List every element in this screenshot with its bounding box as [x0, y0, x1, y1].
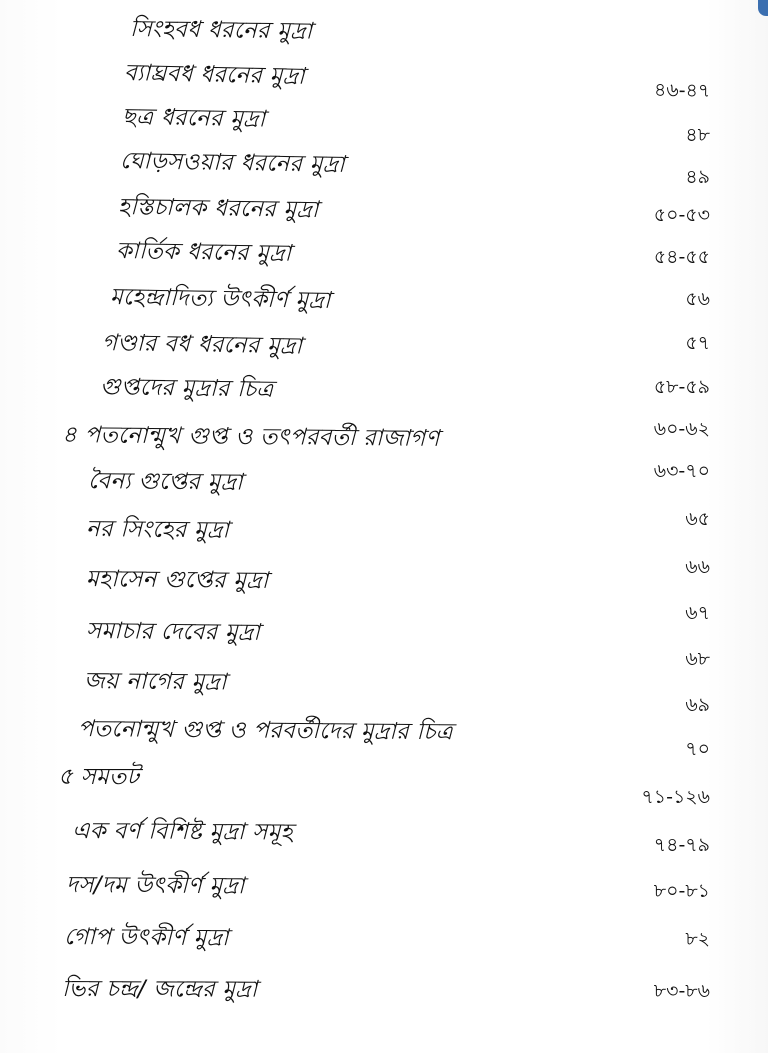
- toc-page-number: ৬৩-৭০: [653, 460, 710, 482]
- toc-page-number: ৫৮-৫৯: [653, 376, 710, 398]
- toc-page-number: ৫৬: [685, 288, 710, 310]
- toc-page-number: ৫০-৫৩: [653, 204, 710, 226]
- toc-entry-title: ঘোড়সওয়ার ধরনের মুদ্রা: [119, 148, 346, 178]
- toc-entry-title: ভির চন্দ্র/ জন্দ্রের মুদ্রা: [61, 976, 258, 1003]
- toc-entry-title: মহেন্দ্রাদিত্য উৎকীর্ণ মুদ্রা: [109, 284, 331, 314]
- page-edge-mark: [758, 0, 768, 16]
- toc-page-number: ৬৫: [685, 508, 710, 530]
- toc-section-heading: ৫ সমতট: [58, 764, 140, 790]
- toc-entry-title: গণ্ডার বধ ধরনের মুদ্রা: [101, 330, 303, 360]
- toc-entry-title: কার্তিক ধরনের মুদ্রা: [115, 238, 292, 267]
- toc-page-number: ৬৯: [685, 694, 710, 716]
- toc-page-number: ৮০-৮১: [653, 880, 710, 902]
- toc-page-number: ৮৩-৮৬: [653, 980, 710, 1002]
- toc-entry-title: বৈন্য গুপ্তের মুদ্রা: [87, 468, 243, 496]
- toc-page-number: ৭১-১২৬: [641, 786, 710, 808]
- toc-entry-title: নর সিংহের মুদ্রা: [85, 516, 230, 544]
- toc-page-number: ৪৬-৪৭: [653, 79, 711, 102]
- toc-page-number: ৬০-৬২: [653, 418, 710, 440]
- toc-page-number: ৬৭: [685, 602, 710, 624]
- toc-entry-title: পতনোন্মুখ গুপ্ত ও পরবর্তীদের মুদ্রার চিত্র: [77, 716, 453, 746]
- toc-page-number: ৫৭: [685, 332, 710, 354]
- toc-page-number: ৪৯: [685, 166, 710, 188]
- toc-entry-title: দস/দম উৎকীর্ণ মুদ্রা: [65, 872, 245, 900]
- toc-entry-title: ছত্র ধরনের মুদ্রা: [121, 104, 266, 133]
- toc-entry-title: জয় নাগের মুদ্রা: [83, 668, 227, 696]
- toc-page-number: ৮২: [685, 928, 710, 950]
- toc-page-number: ৪৮: [685, 124, 710, 146]
- toc-page-number: ৬৮: [685, 648, 710, 670]
- toc-page-number: ৭৪-৭৯: [653, 834, 710, 856]
- toc-entry-title: হস্তিচালক ধরনের মুদ্রা: [117, 194, 319, 224]
- toc-page-number: ৫৪-৫৫: [653, 246, 710, 268]
- toc-page-number: ৬৬: [685, 556, 710, 578]
- toc-entry-title: সমাচার দেবের মুদ্রা: [85, 618, 261, 646]
- toc-page-number: ৭০: [685, 738, 710, 760]
- toc-entry-title: গুপ্তদের মুদ্রার চিত্র: [99, 374, 274, 403]
- toc-entry-title: সিংহবধ ধরনের মুদ্রা: [129, 16, 313, 45]
- toc-section-heading: ৪ পতনোন্মুখ গুপ্ত ও তৎপরবর্তী রাজাগণ: [61, 422, 440, 452]
- toc-entry-title: ব্যাঘ্রবধ ধরনের মুদ্রা: [123, 60, 306, 90]
- toc-entry-title: এক বর্ণ বিশিষ্ট মুদ্রা সমূহ: [71, 818, 293, 846]
- toc-entry-title: মহাসেন গুপ্তের মুদ্রা: [85, 566, 269, 594]
- toc-entry-title: গোপ উৎকীর্ণ মুদ্রা: [63, 924, 229, 952]
